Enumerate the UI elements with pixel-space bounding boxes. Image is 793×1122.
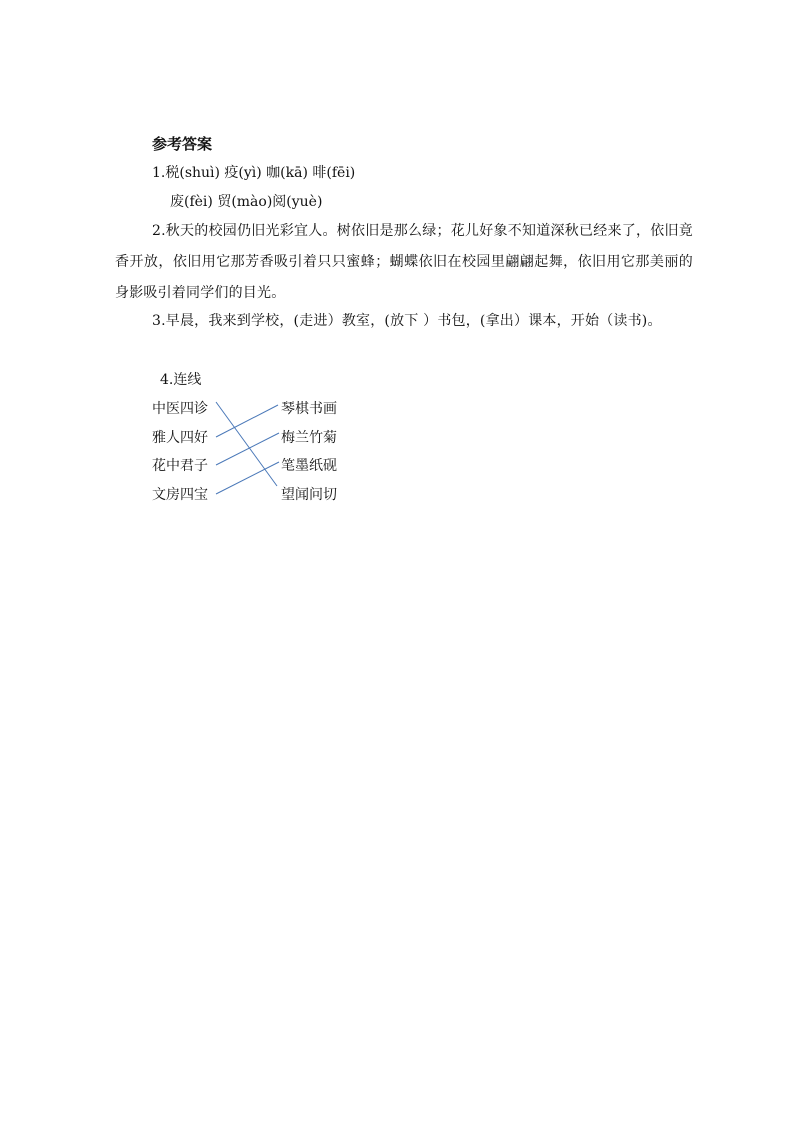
connector-line-4 xyxy=(216,462,279,494)
q2-paragraph: 2.秋天的校园仍旧光彩宜人。树依旧是那么绿；花儿好象不知道深秋已经来了，依旧竟香开放，依旧用它那芳香吸引着只只蜜蜂；蝴蝶依旧在校园里翩翩起舞，依旧用它那美丽的身影吸引着同学们的目光。 xyxy=(115,223,693,301)
connector-line-1 xyxy=(216,402,277,486)
match-right-2: 梅兰竹菊 xyxy=(281,430,337,446)
q1-line-2: 废(fèi) 贸(mào)阅(yuè) xyxy=(170,194,323,210)
match-left-1: 中医四诊 xyxy=(152,401,208,417)
connector-line-3 xyxy=(216,433,279,465)
q4-label: 4.连线 xyxy=(160,372,202,388)
q3-paragraph: 3.早晨，我来到学校，(走进）教室，(放下 ）书包，(拿出）课本，开始（读书)。 xyxy=(152,313,662,329)
match-right-4: 望闻问切 xyxy=(281,487,337,503)
answer-heading: 参考答案 xyxy=(152,135,213,153)
q1-line-1: 1.税(shuì) 疫(yì) 咖(kā) 啡(fēi) xyxy=(152,165,356,181)
match-left-2: 雅人四好 xyxy=(152,430,208,446)
match-right-1: 琴棋书画 xyxy=(281,401,337,417)
match-right-3: 笔墨纸砚 xyxy=(281,458,337,474)
match-left-4: 文房四宝 xyxy=(152,487,208,503)
connector-line-2 xyxy=(216,405,278,437)
match-left-3: 花中君子 xyxy=(152,458,208,474)
